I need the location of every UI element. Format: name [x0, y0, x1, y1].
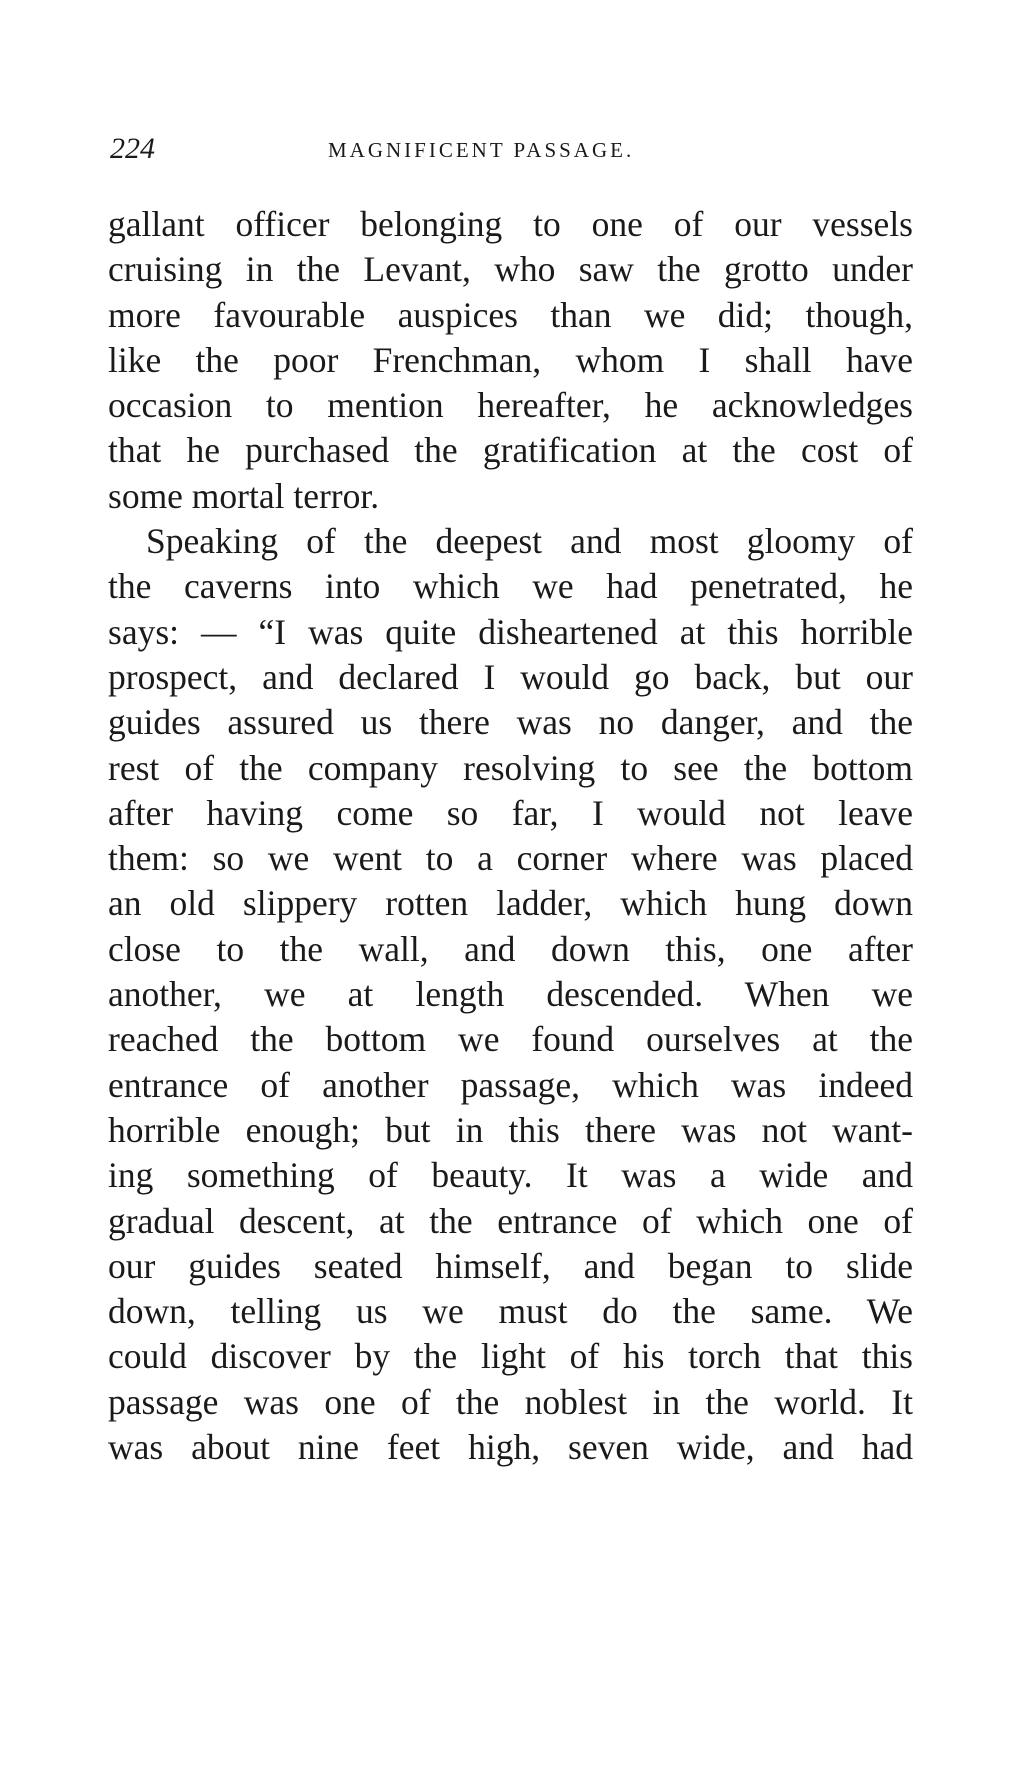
text-line: after having come so far, I would not leave: [108, 792, 913, 833]
page-number: 224: [110, 132, 155, 165]
text-line: more favourable auspices than we did; though,: [108, 294, 913, 335]
text-line: gradual descent, at the entrance of which one of: [108, 1200, 913, 1241]
text-line: our guides seated himself, and began to slide: [108, 1245, 913, 1286]
text-line: gallant officer belonging to one of our vessels: [108, 204, 913, 244]
text-line: was about nine feet high, seven wide, and had: [108, 1427, 913, 1468]
text-line: horrible enough; but in this there was not want-: [108, 1109, 913, 1150]
text-line: them: so we went to a corner where was placed: [108, 838, 913, 879]
text-line: prospect, and declared I would go back, but our: [108, 656, 913, 697]
text-line: guides assured us there was no danger, and the: [108, 702, 913, 743]
text-line: entrance of another passage, which was indeed: [108, 1064, 913, 1105]
running-head: [110, 132, 910, 172]
running-title: MAGNIFICENT PASSAGE.: [328, 138, 635, 162]
text-line: that he purchased the gratification at the cost of: [108, 430, 913, 471]
text-line: another, we at length descended. When we: [108, 974, 913, 1015]
text-line: rest of the company resolving to see the bottom: [108, 747, 913, 788]
text-line: like the poor Frenchman, whom I shall have: [108, 339, 913, 380]
text-line: passage was one of the noblest in the world. It: [108, 1381, 913, 1422]
text-line: could discover by the light of his torch that this: [108, 1336, 913, 1377]
text-line: down, telling us we must do the same. We: [108, 1291, 913, 1332]
text-line: an old slippery rotten ladder, which hung down: [108, 883, 913, 924]
body-text: [108, 202, 913, 1470]
text-line: cruising in the Levant, who saw the grotto under: [108, 249, 913, 290]
text-line: says: — “I was quite disheartened at this horrible: [108, 611, 913, 652]
text-line: Speaking of the deepest and most gloomy of: [146, 521, 913, 562]
text-line: some mortal terror.: [108, 475, 380, 516]
text-line: reached the bottom we found ourselves at the: [108, 1019, 913, 1060]
text-line: ing something of beauty. It was a wide and: [108, 1155, 913, 1196]
text-line: close to the wall, and down this, one after: [108, 928, 913, 969]
text-line: occasion to mention hereafter, he acknowledges: [108, 385, 913, 426]
text-line: the caverns into which we had penetrated, he: [108, 566, 913, 607]
